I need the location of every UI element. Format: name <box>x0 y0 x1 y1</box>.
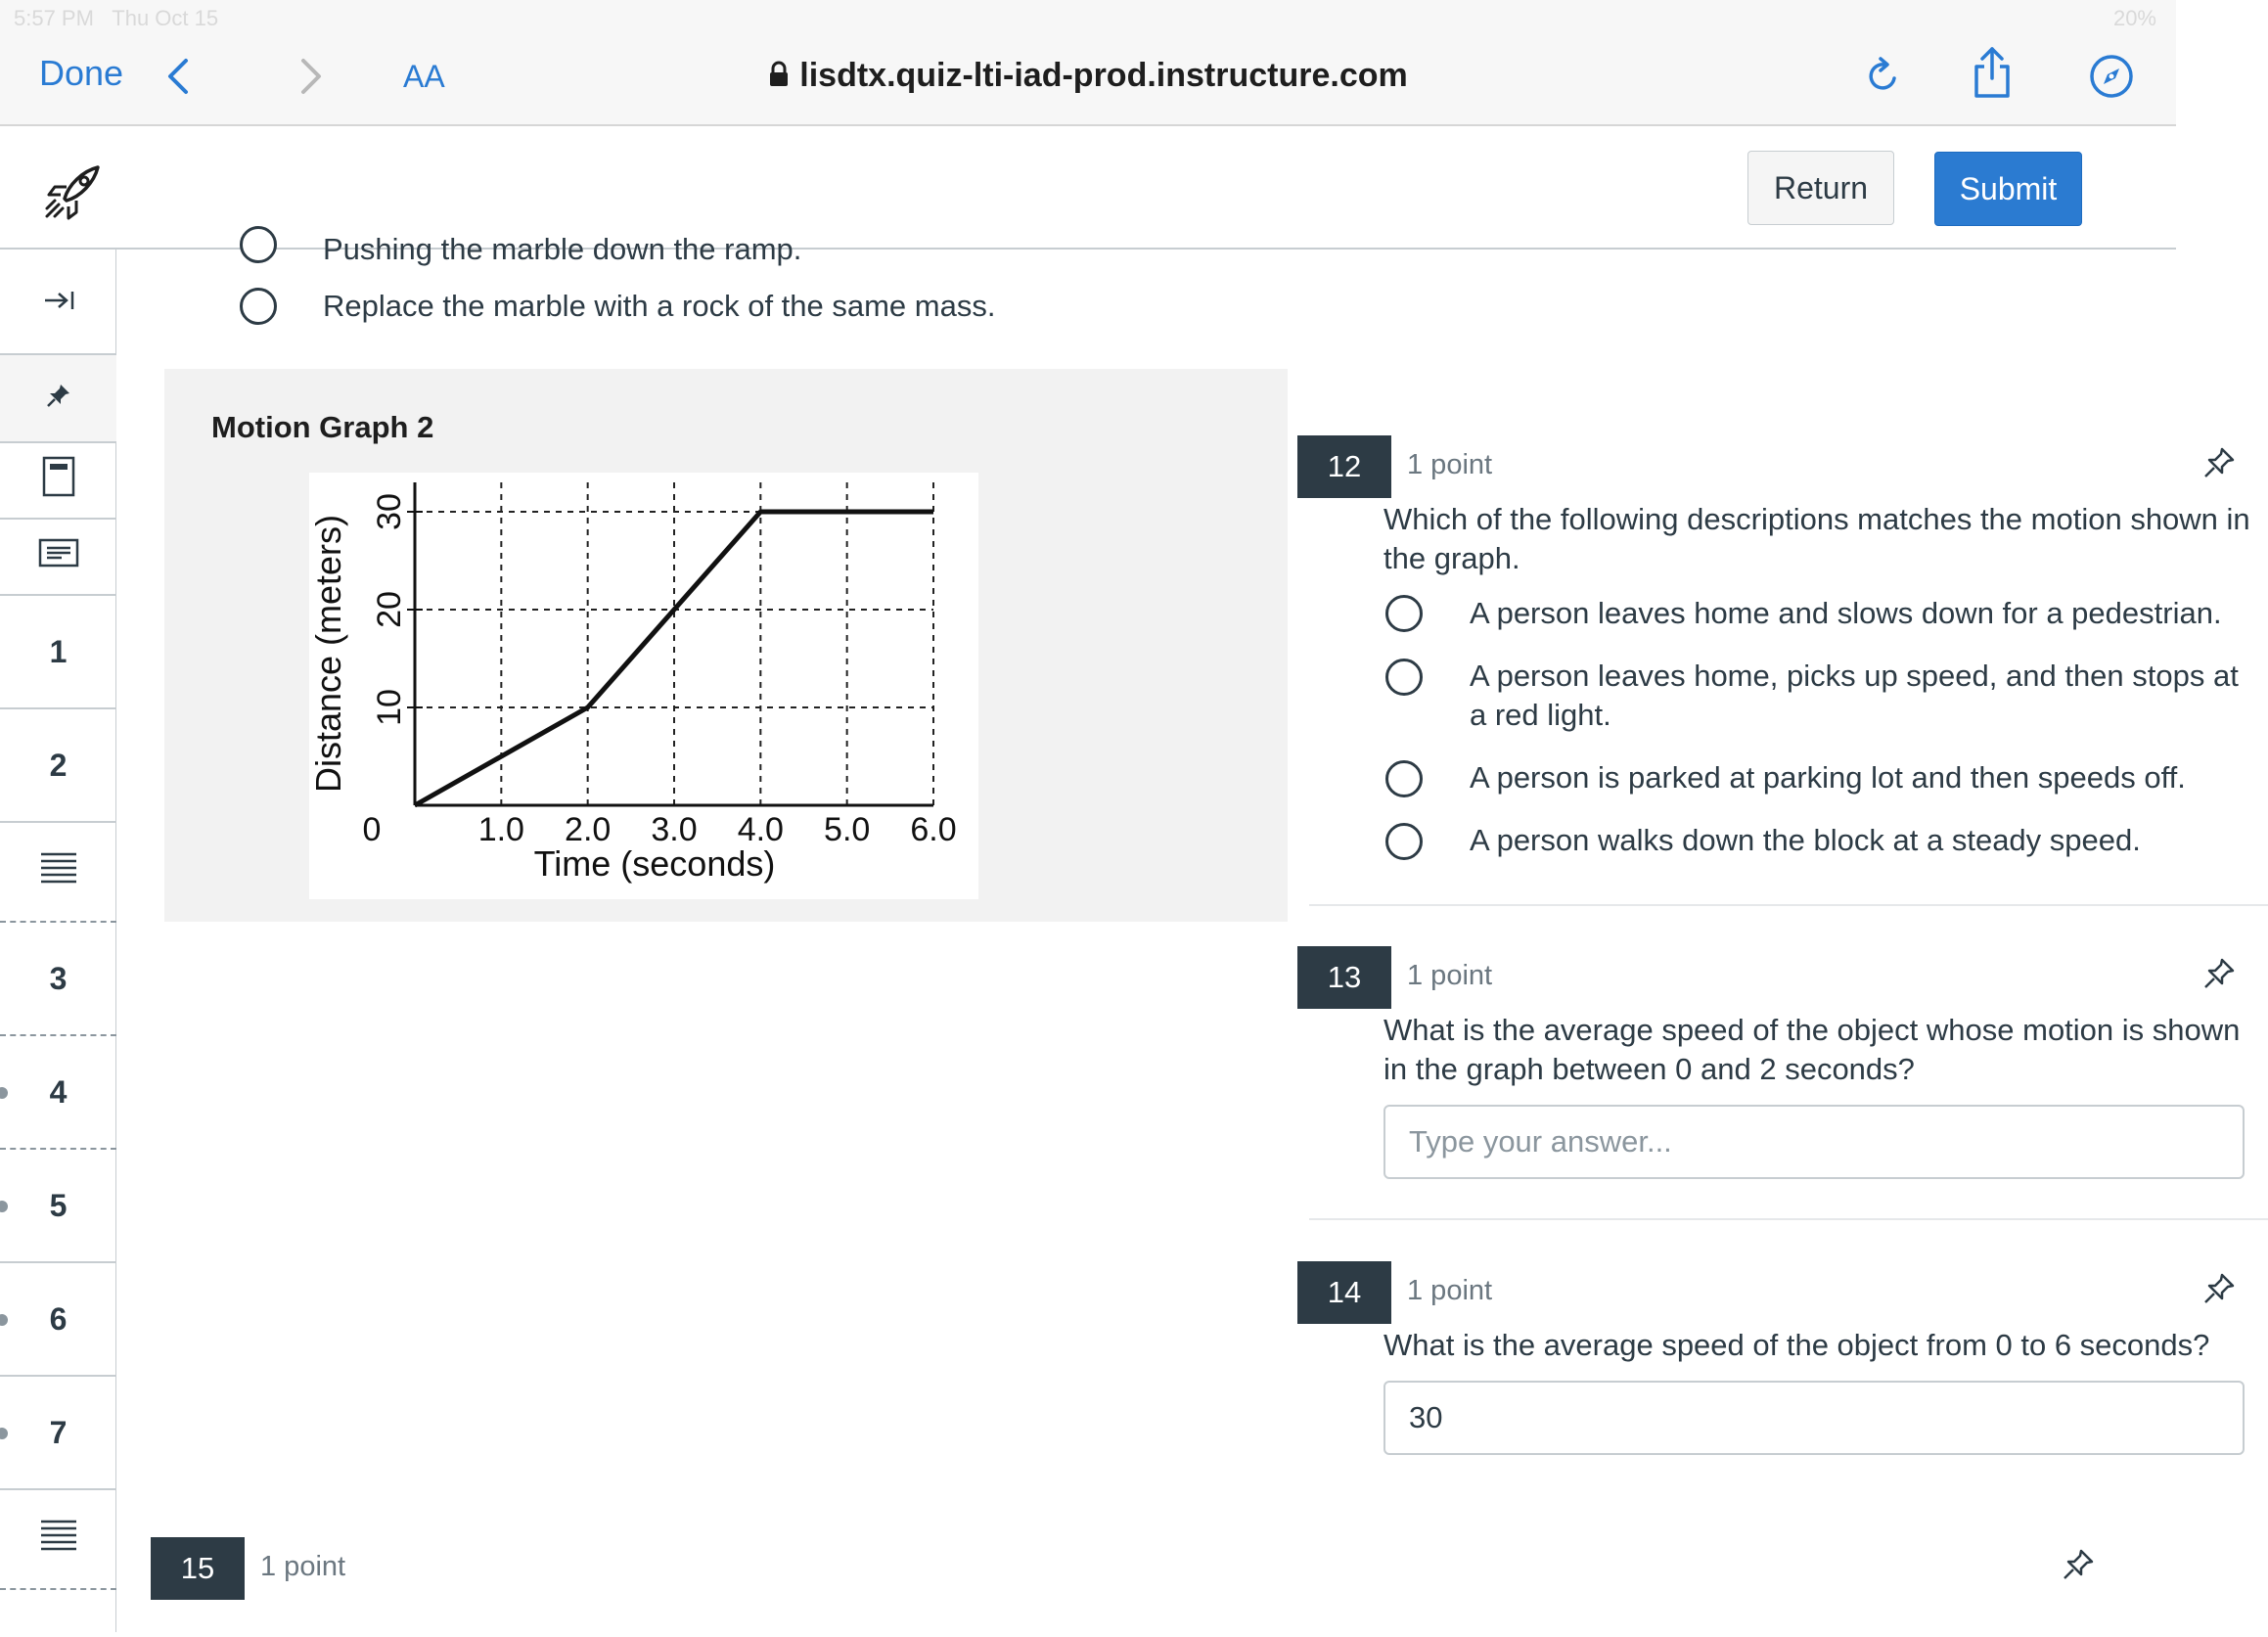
answered-dot <box>0 1201 8 1212</box>
question-column <box>1290 369 2129 1632</box>
nav-stimulus-calculator[interactable] <box>0 443 116 520</box>
nav-question-6[interactable] <box>0 1263 116 1377</box>
passage-icon <box>38 538 79 575</box>
x-tick-label: 2.0 <box>565 811 611 848</box>
question-points: 1 point <box>1407 449 1492 481</box>
x-tick-label: 0 <box>363 811 382 848</box>
nav-question-label: 2 <box>50 748 68 784</box>
question-text: Which of the following descriptions matches the motion shown in the graph. <box>1383 500 2264 578</box>
reload-icon[interactable] <box>1863 55 1902 103</box>
address-bar[interactable] <box>0 57 2176 97</box>
answer-input[interactable] <box>1383 1105 2245 1179</box>
radio-button[interactable] <box>240 226 277 263</box>
y-axis-title: Distance (meters) <box>308 515 348 793</box>
x-axis-title: Time (seconds) <box>534 843 776 884</box>
option-text: Replace the marble with a rock of the same mass. <box>323 287 995 326</box>
radio-button[interactable] <box>1385 659 1423 696</box>
x-tick-label: 5.0 <box>824 811 870 848</box>
nav-question-3[interactable] <box>0 923 116 1036</box>
nav-question-4[interactable] <box>0 1036 116 1150</box>
quiz-content <box>164 250 2129 1632</box>
nav-question-2[interactable] <box>0 709 116 823</box>
y-tick-label: 20 <box>371 591 408 628</box>
stimulus-panel <box>164 369 1288 922</box>
collapse-nav-button[interactable] <box>0 250 116 355</box>
radio-button[interactable] <box>240 288 277 325</box>
option-text: Pushing the marble down the ramp. <box>323 230 801 269</box>
answer-input[interactable] <box>1383 1381 2245 1455</box>
y-tick-label: 10 <box>371 689 408 726</box>
x-tick-label: 1.0 <box>478 811 524 848</box>
divider <box>1309 904 2268 906</box>
nav-stimulus-passage[interactable] <box>0 520 116 596</box>
text-lines-icon <box>39 850 78 893</box>
y-tick-label: 30 <box>371 493 408 530</box>
text-lines-icon <box>39 1518 78 1561</box>
pin-question-icon[interactable] <box>2201 956 2237 996</box>
question-text: What is the average speed of the object from 0 to 6 seconds? <box>1383 1326 2264 1365</box>
stimulus-title: Motion Graph 2 <box>211 410 433 445</box>
status-bar <box>0 0 2176 39</box>
divider <box>1309 1218 2268 1220</box>
battery-indicator: 20% <box>2113 6 2156 31</box>
nav-question-label: 7 <box>50 1415 68 1451</box>
collapse-arrow-icon <box>41 284 76 320</box>
radio-button[interactable] <box>1385 595 1423 632</box>
nav-question-label: 1 <box>50 634 68 670</box>
pinned-filter-button[interactable] <box>0 355 116 443</box>
nav-question-label: 4 <box>50 1074 68 1111</box>
question-number: 15 <box>151 1537 245 1600</box>
nav-question-label: 3 <box>50 961 68 997</box>
distance-time-chart <box>309 473 978 899</box>
return-button[interactable]: Return <box>1747 151 1894 225</box>
question-points: 1 point <box>1407 960 1492 992</box>
option-text: A person leaves home, picks up speed, and then stops at a red light. <box>1470 657 2252 735</box>
question-card-15 <box>164 1520 2129 1637</box>
status-time: 5:57 PM Thu Oct 15 <box>14 6 218 31</box>
pin-icon <box>45 381 72 417</box>
nav-question-label: 5 <box>50 1188 68 1224</box>
compass-icon[interactable] <box>2088 53 2135 105</box>
question-text: What is the average speed of the object whose motion is shown in the graph between 0 and 2 seconds? <box>1383 1011 2264 1089</box>
pin-question-icon[interactable] <box>2061 1547 2096 1587</box>
pin-question-icon[interactable] <box>2201 1271 2237 1311</box>
x-tick-label: 6.0 <box>910 811 956 848</box>
nav-question-1[interactable] <box>0 596 116 709</box>
submit-button[interactable]: Submit <box>1934 152 2082 226</box>
question-points: 1 point <box>260 1551 345 1583</box>
text-size-button[interactable]: AA <box>403 59 445 95</box>
option-text: A person leaves home and slows down for a pedestrian. <box>1470 594 2252 633</box>
nav-stimulus-group[interactable] <box>0 1490 116 1590</box>
question-points: 1 point <box>1407 1275 1492 1307</box>
nav-question-7[interactable] <box>0 1377 116 1490</box>
nav-question-5[interactable] <box>0 1150 116 1263</box>
question-number: 12 <box>1297 435 1391 498</box>
rocket-icon <box>43 163 102 225</box>
calculator-icon <box>42 456 75 505</box>
radio-button[interactable] <box>1385 823 1423 860</box>
nav-question-label: 6 <box>50 1301 68 1338</box>
answered-dot <box>0 1087 8 1099</box>
motion-graph <box>309 473 978 899</box>
question-navigator <box>0 250 116 1632</box>
x-tick-label: 3.0 <box>651 811 697 848</box>
previous-question-card <box>164 250 2129 369</box>
question-number: 13 <box>1297 946 1391 1009</box>
answered-dot <box>0 1428 8 1439</box>
option-text: A person is parked at parking lot and then speeds off. <box>1470 758 2252 797</box>
done-button[interactable]: Done <box>39 53 123 94</box>
option-text: A person walks down the block at a steady speed. <box>1470 821 2252 860</box>
url-text: lisdtx.quiz-lti-iad-prod.instructure.com <box>799 57 1407 94</box>
lock-icon <box>768 59 790 97</box>
x-tick-label: 4.0 <box>738 811 784 848</box>
share-icon[interactable] <box>1971 45 2014 105</box>
radio-button[interactable] <box>1385 760 1423 797</box>
question-number: 14 <box>1297 1261 1391 1324</box>
browser-toolbar <box>0 39 2176 126</box>
answered-dot <box>0 1314 8 1326</box>
nav-stimulus-group[interactable] <box>0 823 116 923</box>
pin-question-icon[interactable] <box>2201 445 2237 485</box>
